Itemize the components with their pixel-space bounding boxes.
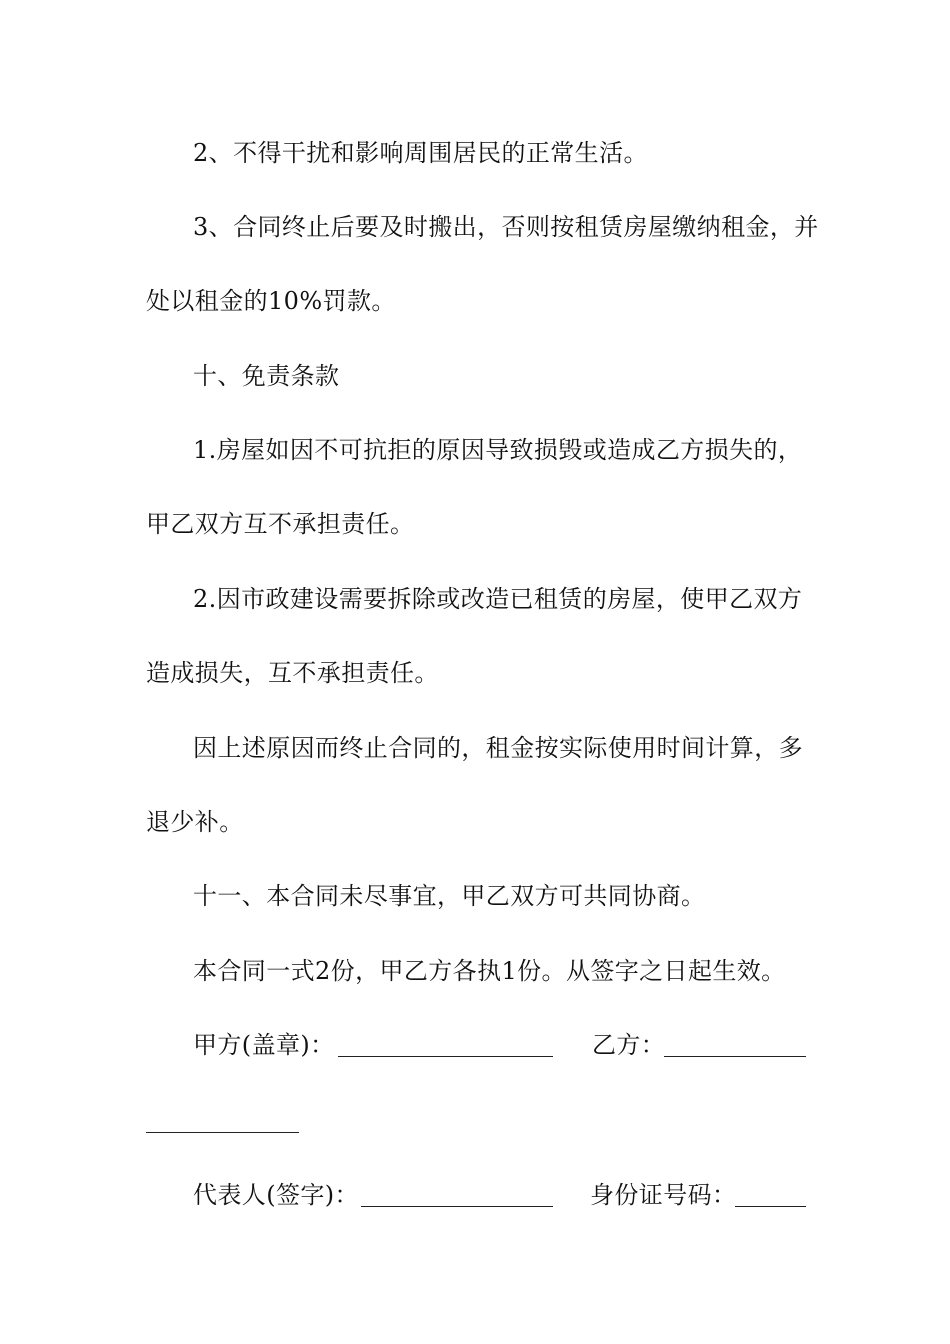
clause-line: 2、不得干扰和影响周围居民的正常生活。: [193, 139, 648, 167]
party-a-signature-field[interactable]: [338, 1056, 553, 1057]
party-b-signature-field-continued[interactable]: [146, 1132, 299, 1133]
id-number-field[interactable]: [735, 1206, 806, 1207]
clause-line: 因上述原因而终止合同的，租金按实际使用时间计算，多: [193, 734, 803, 762]
representative-label: 代表人(签字)：: [193, 1181, 359, 1209]
section-heading: 十一、本合同未尽事宜，甲乙双方可共同协商。: [193, 882, 706, 910]
clause-line: 退少补。: [146, 808, 244, 836]
clause-line: 造成损失，互不承担责任。: [146, 659, 439, 687]
clause-line: 甲乙双方互不承担责任。: [146, 510, 415, 538]
clause-line: 处以租金的10%罚款。: [146, 287, 396, 315]
clause-line: 2.因市政建设需要拆除或改造已租赁的房屋，使甲乙双方: [193, 585, 803, 613]
clause-line: 本合同一式2份，甲乙方各执1份。从签字之日起生效。: [193, 957, 786, 985]
party-b-signature-field[interactable]: [664, 1056, 806, 1057]
party-b-label: 乙方：: [592, 1031, 666, 1059]
party-a-label: 甲方(盖章)：: [193, 1031, 335, 1059]
representative-signature-field[interactable]: [361, 1206, 553, 1207]
clause-line: 3、合同终止后要及时搬出，否则按租赁房屋缴纳租金，并: [193, 213, 819, 241]
section-heading: 十、免责条款: [193, 362, 340, 390]
clause-line: 1.房屋如因不可抗拒的原因导致损毁或造成乙方损失的，: [193, 436, 803, 464]
id-number-label: 身份证号码：: [590, 1181, 737, 1209]
